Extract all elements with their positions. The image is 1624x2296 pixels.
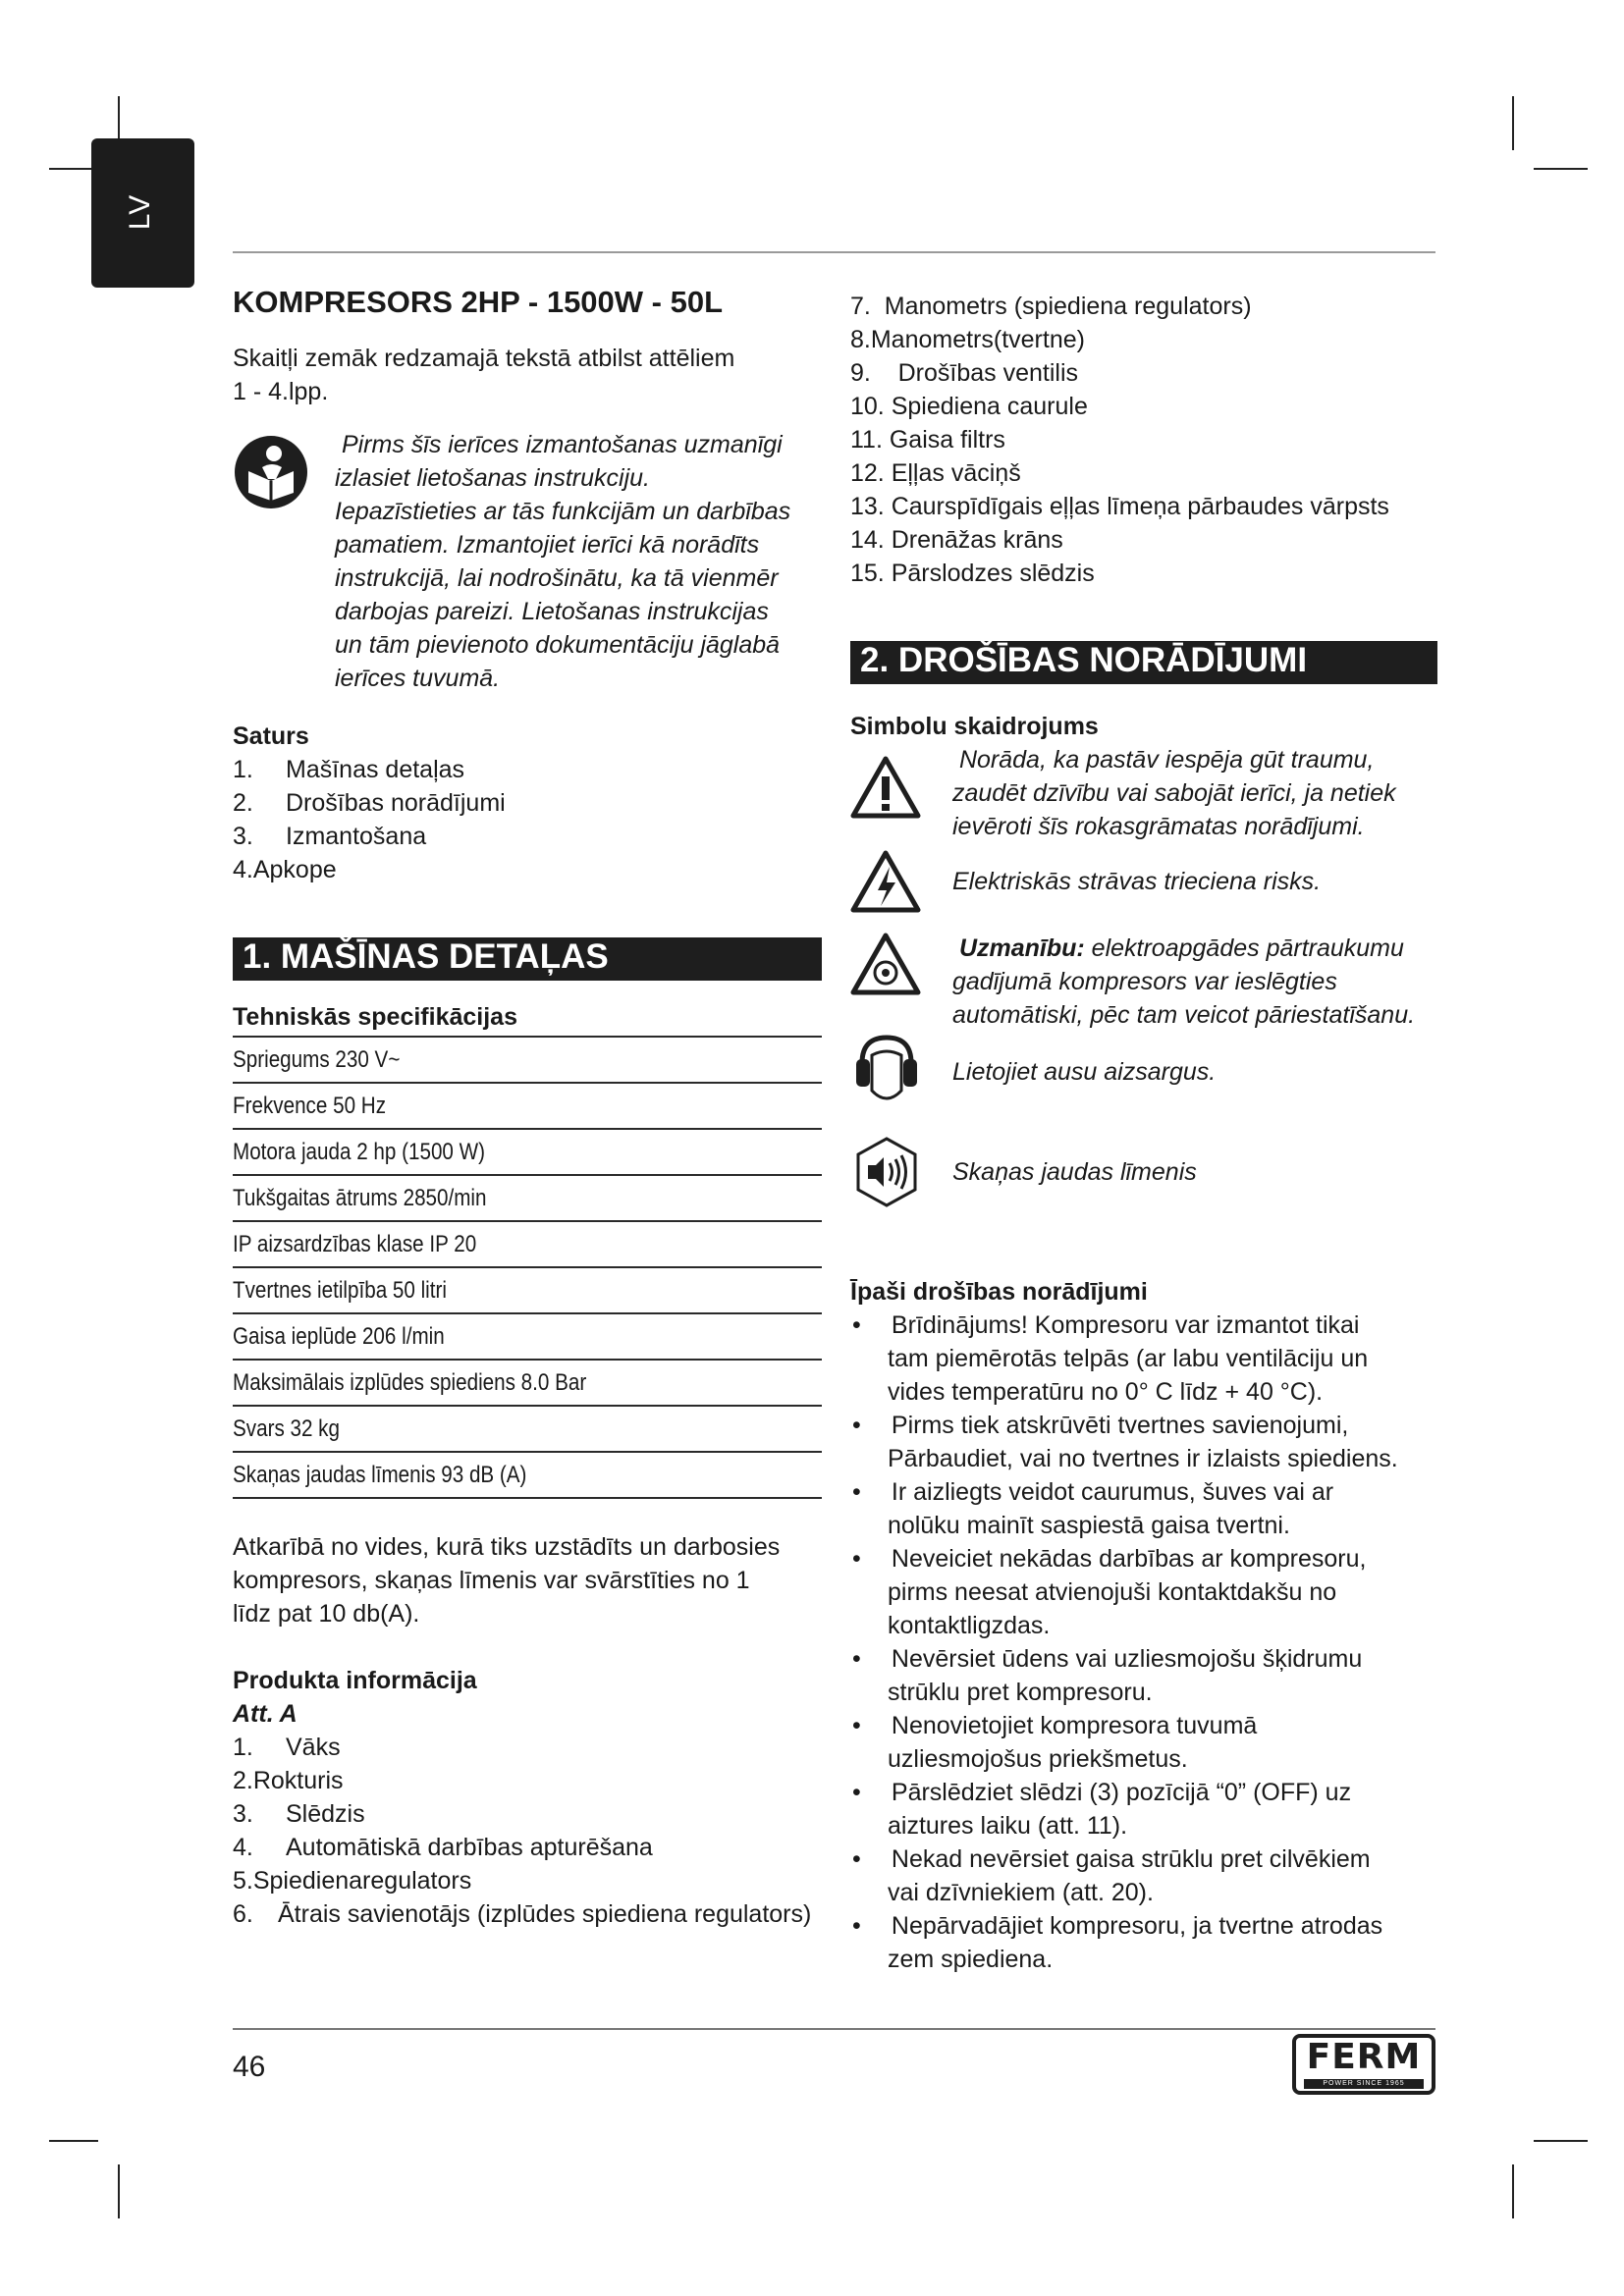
safety-bullet: • Nevērsiet ūdens vai uzliesmojošu šķidrumu strūklu pret kompresoru. xyxy=(850,1642,1449,1709)
safety-bullet: • Pārslēdziet slēdzi (3) pozīcijā “0” (OFF) uz aiztures laiku (att. 11). xyxy=(850,1776,1449,1842)
page-title: KOMPRESORS 2HP - 1500W - 50L xyxy=(233,285,724,319)
spec-row: Motora jauda 2 hp (1500 W) xyxy=(233,1139,485,1165)
parts-item: 6. Ātrais savienotājs (izplūdes spiediena regulators) xyxy=(233,1900,812,1928)
parts-item: 15. Pārslodzes slēdzis xyxy=(850,560,1095,587)
symbols-list xyxy=(850,743,1439,1224)
safety-bullet: • Ir aizliegts veidot caurumus, šuves vai ar nolūku mainīt saspiestā gaisa tvertni. xyxy=(850,1475,1449,1542)
parts-item: 3. Slēdzis xyxy=(233,1800,365,1828)
parts-item: 5.Spiedienaregulators xyxy=(233,1867,472,1895)
parts-list-continued xyxy=(850,290,1439,590)
spec-row: Maksimālais izplūdes spiediens 8.0 Bar xyxy=(233,1369,587,1396)
spec-row: Tukšgaitas ātrums 2850/min xyxy=(233,1185,487,1211)
header-rule xyxy=(233,251,1435,253)
figure-reference: Att. A xyxy=(233,1700,298,1728)
symbols-heading: Simbolu skaidrojums xyxy=(850,713,1099,740)
ferm-logo-tagline: POWER SINCE 1965 xyxy=(1304,2079,1424,2089)
crop-mark xyxy=(1534,2140,1588,2142)
tech-spec-heading: Tehniskās specifikācijas xyxy=(233,1003,517,1031)
symbol-text: Uzmanību: elektroapgādes pārtraukumu gadījumā kompresors var ieslēgties automātiski, pēc tam veicot pāriestatīšanu. xyxy=(952,934,1416,1029)
spec-row: Frekvence 50 Hz xyxy=(233,1093,387,1119)
read-manual-text: Pirms šīs ierīces izmantošanas uzmanīgi izlasiet lietošanas instrukciju. Iepazīstieties ar tās funkcijām un darbības pamatiem. Izmantojiet ierīci kā norādīts instrukcijā, lai nodrošinātu, ka tā vienmēr darbojas pareizi. Lietošanas instrukcijas un tām pievienoto dokumentāciju jāglabā ierīces tuvumā. xyxy=(335,431,791,692)
parts-item: 9. Drošības ventilis xyxy=(850,359,1079,387)
contents-item: 2. Drošības norādījumi xyxy=(233,789,506,817)
read-manual-icon xyxy=(233,434,309,510)
symbol-text: Lietojiet ausu aizsargus. xyxy=(952,1058,1217,1086)
warning-triangle-icon xyxy=(850,755,921,820)
ferm-logo-text: FERM xyxy=(1306,2037,1422,2077)
spec-row: Svars 32 kg xyxy=(233,1415,340,1442)
contents-item: 3. Izmantošana xyxy=(233,823,427,850)
crop-mark xyxy=(1512,2164,1514,2218)
parts-item: 1. Vāks xyxy=(233,1734,341,1761)
noise-note: Atkarībā no vides, kurā tiks uzstādīts un darbosies kompresors, skaņas līmenis var svārstīties no 1 līdz pat 10 db(A). xyxy=(233,1533,781,1628)
language-tab-label: LV xyxy=(124,193,156,231)
special-safety-heading: Īpaši drošības norādījumi xyxy=(850,1278,1148,1306)
parts-item: 12. Eļļas vāciņš xyxy=(850,459,1021,487)
section-1-title: 1. MAŠĪNAS DETAĻAS xyxy=(233,937,822,981)
spec-row: Gaisa ieplūde 206 l/min xyxy=(233,1323,445,1350)
safety-bullet: • Brīdinājums! Kompresoru var izmantot tikai tam piemērotās telpās (ar labu ventilāciju un vides temperatūru no 0° C līdz + 40 °C). xyxy=(850,1308,1449,1409)
sound-level-icon xyxy=(852,1136,921,1208)
intro-text: Skaitļi zemāk redzamajā tekstā atbilst attēliem 1 - 4.lpp. xyxy=(233,345,735,405)
spec-row: Skaņas jaudas līmenis 93 dB (A) xyxy=(233,1462,527,1488)
parts-item: 7. Manometrs (spiediena regulators) xyxy=(850,293,1252,320)
contents-heading: Saturs xyxy=(233,722,309,750)
safety-bullet: • Nenovietojiet kompresora tuvumā uzliesmojošus priekšmetus. xyxy=(850,1709,1449,1776)
parts-item: 14. Drenāžas krāns xyxy=(850,526,1063,554)
left-column xyxy=(233,283,822,1931)
spec-divider xyxy=(233,1497,822,1499)
electric-shock-icon xyxy=(850,849,921,914)
symbol-text: Elektriskās strāvas trieciena risks. xyxy=(952,868,1322,895)
symbol-text: Skaņas jaudas līmenis xyxy=(952,1158,1197,1186)
parts-item: 2.Rokturis xyxy=(233,1767,344,1794)
safety-bullet: • Neveiciet nekādas darbības ar kompresoru, pirms neesat atvienojuši kontaktdakšu no kontaktligzdas. xyxy=(850,1542,1449,1642)
right-column xyxy=(850,290,1439,1976)
parts-list xyxy=(233,1731,822,1931)
language-tab xyxy=(91,138,194,288)
safety-bullet: • Pirms tiek atskrūvēti tvertnes savienojumi, Pārbaudiet, vai no tvertnes ir izlaists spiediens. xyxy=(850,1409,1449,1475)
auto-restart-icon xyxy=(850,932,921,996)
spec-row: Spriegums 230 V~ xyxy=(233,1046,401,1073)
parts-item: 8.Manometrs(tvertne) xyxy=(850,326,1085,353)
symbol-text: Norāda, ka pastāv iespēja gūt traumu, zaudēt dzīvību vai sabojāt ierīci, ja netiek ievēroti šīs rokasgrāmatas norādījumi. xyxy=(952,746,1396,840)
parts-item: 11. Gaisa filtrs xyxy=(850,426,1005,454)
section-2-title: 2. DROŠĪBAS NORĀDĪJUMI xyxy=(850,641,1437,684)
parts-item: 10. Spiediena caurule xyxy=(850,393,1088,420)
safety-bullet: • Nepārvadājiet kompresoru, ja tvertne atrodas zem spiediena. xyxy=(850,1909,1449,1976)
page-number: 46 xyxy=(233,2051,266,2083)
contents-item: 4.Apkope xyxy=(233,856,337,883)
ear-protection-icon xyxy=(852,1034,921,1108)
read-manual-block xyxy=(233,428,822,703)
crop-mark xyxy=(1534,168,1588,170)
parts-item: 13. Caurspīdīgais eļļas līmeņa pārbaudes vārpsts xyxy=(850,493,1389,520)
contents-section xyxy=(233,720,822,886)
parts-item: 4. Automātiskā darbības apturēšana xyxy=(233,1834,653,1861)
safety-bullet: • Nekad nevērsiet gaisa strūklu pret cilvēkiem vai dzīvniekiem (att. 20). xyxy=(850,1842,1449,1909)
crop-mark xyxy=(1512,96,1514,150)
crop-mark xyxy=(118,2164,120,2218)
crop-mark xyxy=(49,2140,98,2142)
safety-bullets xyxy=(850,1308,1449,1976)
contents-item: 1. Mašīnas detaļas xyxy=(233,756,465,783)
spec-row: IP aizsardzības klase IP 20 xyxy=(233,1231,477,1257)
product-info-heading: Produkta informācija xyxy=(233,1667,477,1694)
footer-rule xyxy=(233,2028,1435,2030)
ferm-logo xyxy=(1292,2034,1435,2095)
spec-table xyxy=(233,1036,822,1499)
spec-row: Tvertnes ietilpība 50 litri xyxy=(233,1277,447,1304)
